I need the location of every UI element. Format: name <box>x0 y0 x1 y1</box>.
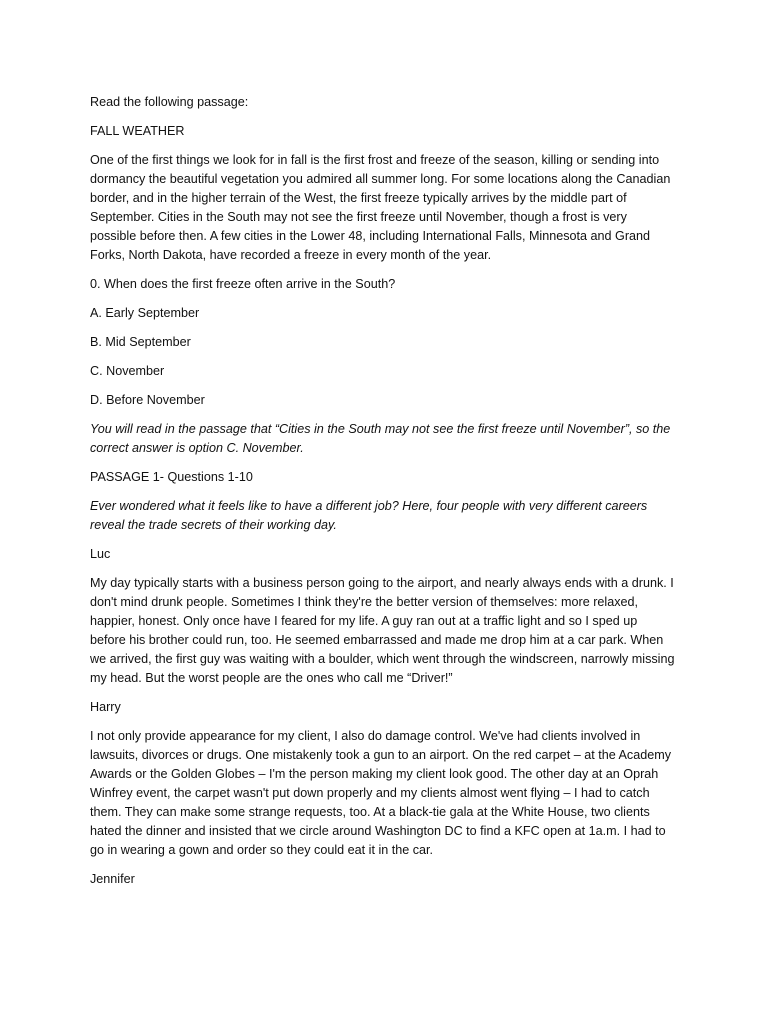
speaker-name-luc: Luc <box>90 547 111 561</box>
speaker-name-harry: Harry <box>90 700 121 714</box>
document-page <box>90 93 675 899</box>
speaker-text-harry: I not only provide appearance for my client, I also do damage control. We've had clients involved in lawsuits, divorces or drugs. One mistakenly took a gun to an airport. On the red carpet – at the Academy Awards or the Golden Globes – I'm the person making my client look good. The other day at an Oprah Winfrey event, the carpet wasn't put down properly and my clients almost went flying – I had to catch them. They can make some strange requests, too. At a black-tie gala at the White House, two clients hated the dinner and insisted that we circle around Washington DC to find a KFC open at 1a.m. I had to go in wearing a gown and order so they could eat it in the car. <box>90 729 672 857</box>
passage1-intro: Ever wondered what it feels like to have a different job? Here, four people with very different careers reveal the trade secrets of their working day. <box>90 499 648 532</box>
instruction-text: Read the following passage: <box>90 95 249 109</box>
passage-title: FALL WEATHER <box>90 124 185 138</box>
speaker-name-jennifer: Jennifer <box>90 872 135 886</box>
example-question: 0. When does the first freeze often arrive in the South? <box>90 277 396 291</box>
speaker-text-luc: My day typically starts with a business person going to the airport, and nearly always ends with a drunk. I don't mind drunk people. Sometimes I think they're the better version of themselves: more relaxed, happier, honest. Only once have I feared for my life. A guy ran out at a traffic light and so I sped up before his brother could run, too. He seemed embarrassed and made me drop him at a car park. When we arrived, the first guy was waiting with a boulder, which went through the windscreen, narrowly missing my head. But the worst people are the ones who call me “Driver!” <box>90 576 675 685</box>
answer-explanation: You will read in the passage that “Cities in the South may not see the first freeze until November”, so the correct answer is option C. November. <box>90 422 671 455</box>
option-c: C. November <box>90 364 165 378</box>
passage1-heading: PASSAGE 1- Questions 1-10 <box>90 470 253 484</box>
option-b: B. Mid September <box>90 335 191 349</box>
option-a: A. Early September <box>90 306 200 320</box>
passage-paragraph: One of the first things we look for in fall is the first frost and freeze of the season, killing or sending into dormancy the beautiful vegetation you admired all summer long. For some locations along the Canadian border, and in the higher terrain of the West, the first freeze typically arrives by the middle part of September. Cities in the South may not see the first freeze until November, though a frost is very possible before then. A few cities in the Lower 48, including International Falls, Minnesota and Grand Forks, North Dakota, have recorded a freeze in every month of the year. <box>90 153 671 262</box>
option-d: D. Before November <box>90 393 205 407</box>
